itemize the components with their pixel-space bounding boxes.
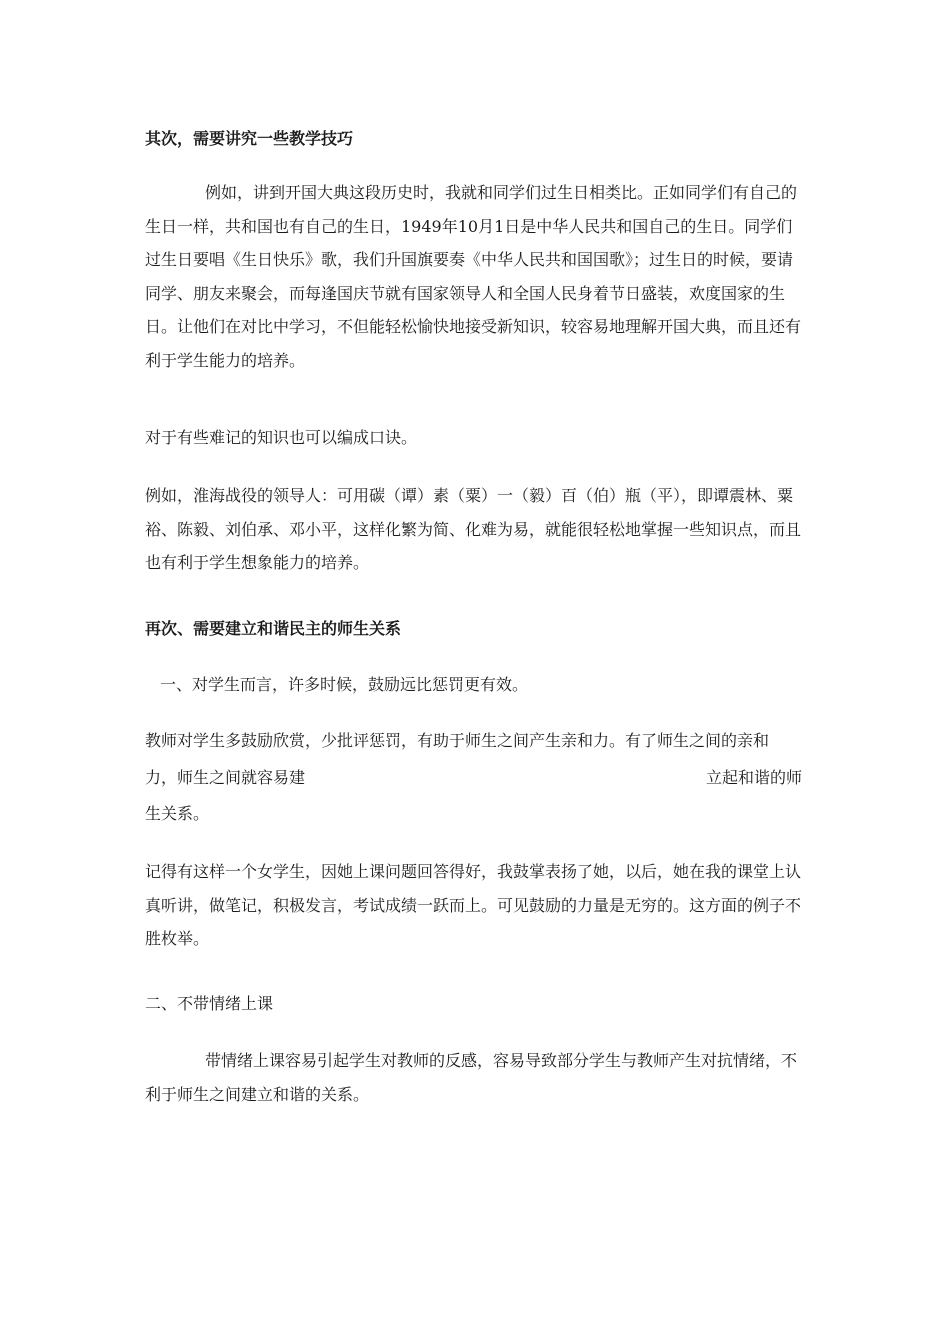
section-heading-teacher-student-relations: 再次、需要建立和谐民主的师生关系 (145, 619, 402, 638)
paragraph-mnemonic-intro: 对于有些难记的知识也可以编成口诀。 (145, 428, 418, 447)
paragraph-no-emotion-heading: 二、不带情绪上课 (145, 994, 274, 1013)
paragraph-encouragement-line-1: 教师对学生多鼓励欣赏，少批评惩罚，有助于师生之间产生亲和力。有了师生之间的亲和 (145, 731, 770, 750)
section-heading-teaching-skills: 其次，需要讲究一些教学技巧 (145, 129, 354, 148)
paragraph-encouragement-line-3: 生关系。 (145, 804, 210, 823)
paragraph-encouragement-point: 一、对学生而言，许多时候，鼓励远比惩罚更有效。 (160, 675, 529, 694)
paragraph-founding-ceremony-example: 例如，讲到开国大典这段历史时，我就和同学们过生日相类比。正如同学们有自己的生日一样，共和国也有自己的生日，1949年10月1日是中华人民共和国自己的生日。同学们过生日要唱《生日快乐》歌，我们升国旗要奏《中华人民共和国国歌》；过生日的时候，要请同学、朋友来聚会，而每逢国庆节就有国家领导人和全国人民身着节日盛装，欢度国家的生日。让他们在对比中学习，不但能轻松愉快地接受新知识，较容易地理解开国大典，而且还有利于学生能力的培养。 (145, 183, 802, 370)
paragraph-emotion-effect: 带情绪上课容易引起学生对教师的反感，容易导致部分学生与教师产生对抗情绪，不利于师生之间建立和谐的关系。 (145, 1051, 798, 1104)
paragraph-huaihai-example: 例如，淮海战役的领导人：可用碳（谭）素（粟）一（毅）百（伯）瓶（平），即谭震林、粟裕、陈毅、刘伯承、邓小平，这样化繁为简、化难为易，就能很轻松地掌握一些知识点，而且也有利于学生想象能力的培养。 (145, 486, 802, 572)
paragraph-female-student-story: 记得有这样一个女学生，因她上课问题回答得好，我鼓掌表扬了她，以后，她在我的课堂上认真听讲，做笔记，积极发言，考试成绩一跃而上。可见鼓励的力量是无穷的。这方面的例子不胜枚举。 (145, 862, 802, 948)
paragraph-encouragement-line-2-left: 力，师生之间就容易建 (145, 768, 306, 787)
paragraph-encouragement-line-2-right: 立起和谐的师 (706, 768, 803, 787)
